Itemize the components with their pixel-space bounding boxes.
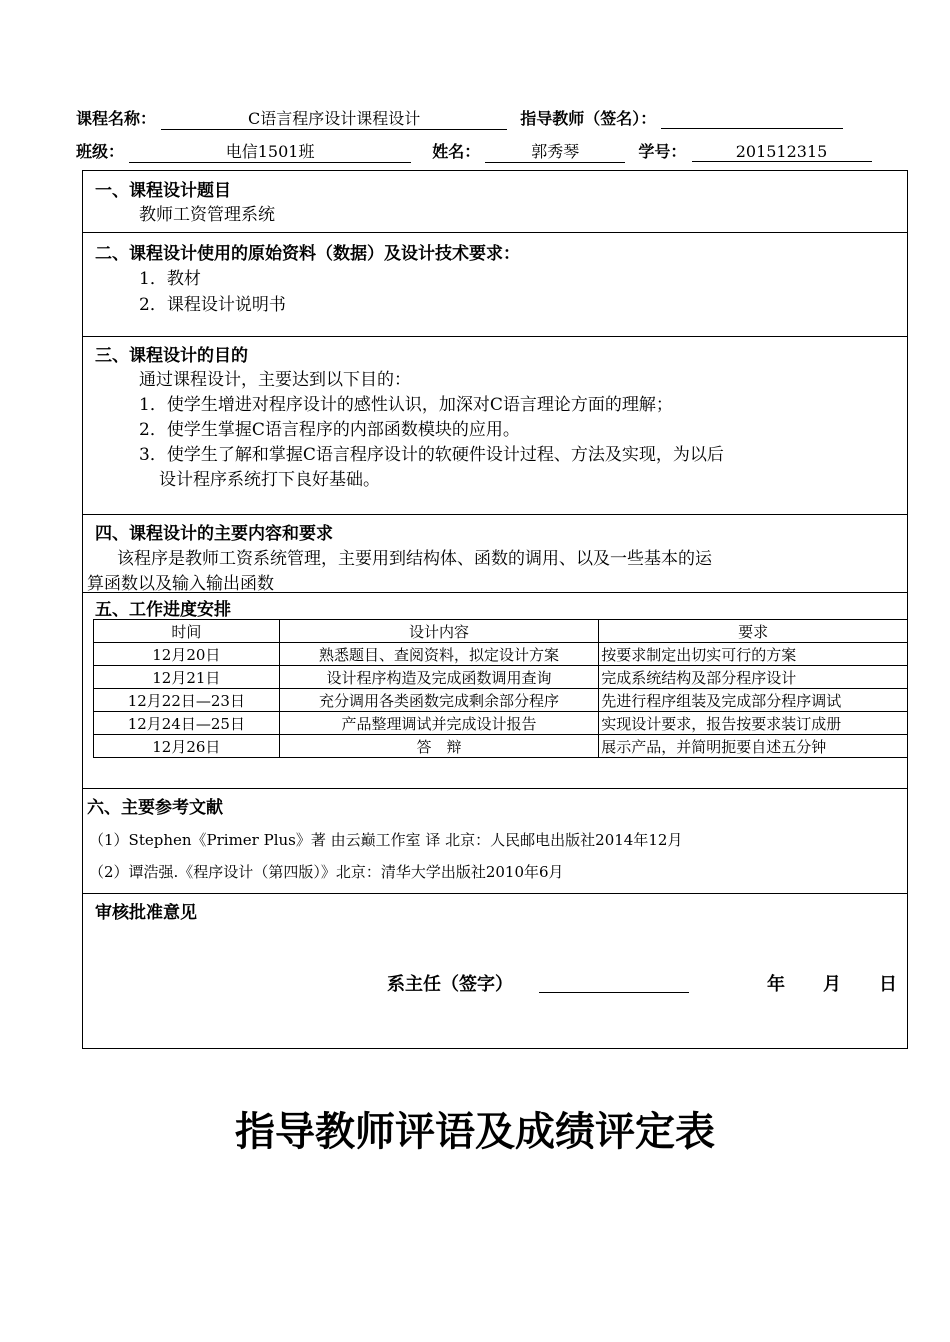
row-requirement: 实现设计要求，报告按要求装订成册 [599, 712, 908, 735]
course-value: C语言程序设计课程设计 [161, 106, 507, 130]
table-row [94, 735, 908, 758]
header-content: 设计内容 [279, 620, 599, 643]
row-requirement: 先进行程序组装及完成部分程序调试 [599, 689, 908, 712]
section-4 [83, 515, 907, 593]
table-row [94, 689, 908, 712]
teacher-signature-field [661, 109, 843, 129]
section-1-body: 教师工资管理系统 [139, 205, 275, 225]
section-4-line: 算函数以及输入输出函数 [87, 574, 274, 594]
section-5-title: 五、工作进度安排 [95, 600, 231, 620]
approval-sign-label: 系主任（签字） [387, 974, 513, 995]
row-time: 12月21日 [94, 666, 280, 689]
row-content: 充分调用各类函数完成剩余部分程序 [279, 689, 599, 712]
name-label: 姓名： [432, 142, 481, 161]
row-requirement: 按要求制定出切实可行的方案 [599, 643, 908, 666]
reference-item: （2）谭浩强.《程序设计（第四版）》北京：清华大学出版社2010年6月 [89, 863, 564, 881]
section-2-item: 1．教材 [139, 269, 201, 289]
approval-year: 年 [767, 974, 785, 995]
section-4-line: 该程序是教师工资系统管理，主要用到结构体、函数的调用、以及一些基本的运 [117, 549, 712, 569]
approval-day: 日 [879, 974, 897, 995]
table-header-row [94, 620, 908, 643]
row-requirement: 展示产品，并简明扼要自述五分钟 [599, 735, 908, 758]
header-line-1 [76, 106, 843, 130]
section-2-title: 二、课程设计使用的原始资料（数据）及设计技术要求： [95, 244, 520, 264]
class-label: 班级： [76, 142, 125, 161]
form-box [82, 170, 908, 1049]
section-4-title: 四、课程设计的主要内容和要求 [95, 524, 333, 544]
section-6 [83, 789, 907, 894]
section-6-title: 六、主要参考文献 [87, 798, 223, 818]
section-1 [83, 171, 907, 233]
table-row [94, 712, 908, 735]
section-3-item: 设计程序系统打下良好基础。 [159, 470, 380, 490]
row-content: 答 辩 [279, 735, 599, 758]
approval-signature-line [539, 992, 689, 993]
course-label: 课程名称： [76, 109, 157, 128]
approval-section [83, 894, 907, 1048]
row-time: 12月20日 [94, 643, 280, 666]
row-content: 设计程序构造及完成函数调用查询 [279, 666, 599, 689]
header-time: 时间 [94, 620, 280, 643]
section-2 [83, 233, 907, 337]
row-content: 产品整理调试并完成设计报告 [279, 712, 599, 735]
row-content: 熟悉题目、查阅资料，拟定设计方案 [279, 643, 599, 666]
header-requirement: 要求 [599, 620, 908, 643]
section-3-intro: 通过课程设计，主要达到以下目的： [139, 370, 411, 390]
section-3 [83, 337, 907, 515]
row-time: 12月22日—23日 [94, 689, 280, 712]
section-5 [83, 593, 907, 789]
schedule-table [93, 619, 908, 758]
row-requirement: 完成系统结构及部分程序设计 [599, 666, 908, 689]
id-label: 学号： [638, 142, 687, 161]
section-1-title: 一、课程设计题目 [95, 181, 231, 201]
approval-title: 审核批准意见 [95, 903, 197, 923]
section-3-item: 1．使学生增进对程序设计的感性认识，加深对C语言理论方面的理解； [139, 395, 673, 415]
section-3-item: 2．使学生掌握C语言程序的内部函数模块的应用。 [139, 420, 520, 440]
section-3-item: 3．使学生了解和掌握C语言程序设计的软硬件设计过程、方法及实现，为以后 [139, 445, 724, 465]
row-time: 12月24日—25日 [94, 712, 280, 735]
table-row [94, 666, 908, 689]
row-time: 12月26日 [94, 735, 280, 758]
section-2-item: 2．课程设计说明书 [139, 295, 286, 315]
reference-item: （1）Stephen《Primer Plus》著 由云巅工作室 译 北京：人民邮电出版社2014年12月 [89, 831, 683, 849]
class-value: 电信1501班 [129, 139, 411, 163]
footer-title: 指导教师评语及成绩评定表 [235, 1109, 715, 1155]
name-value: 郭秀琴 [485, 139, 625, 163]
section-3-title: 三、课程设计的目的 [95, 346, 248, 366]
teacher-label: 指导教师（签名）： [520, 109, 657, 128]
id-value: 201512315 [692, 142, 872, 162]
table-row [94, 643, 908, 666]
approval-month: 月 [823, 974, 841, 995]
header-line-2 [76, 139, 872, 163]
